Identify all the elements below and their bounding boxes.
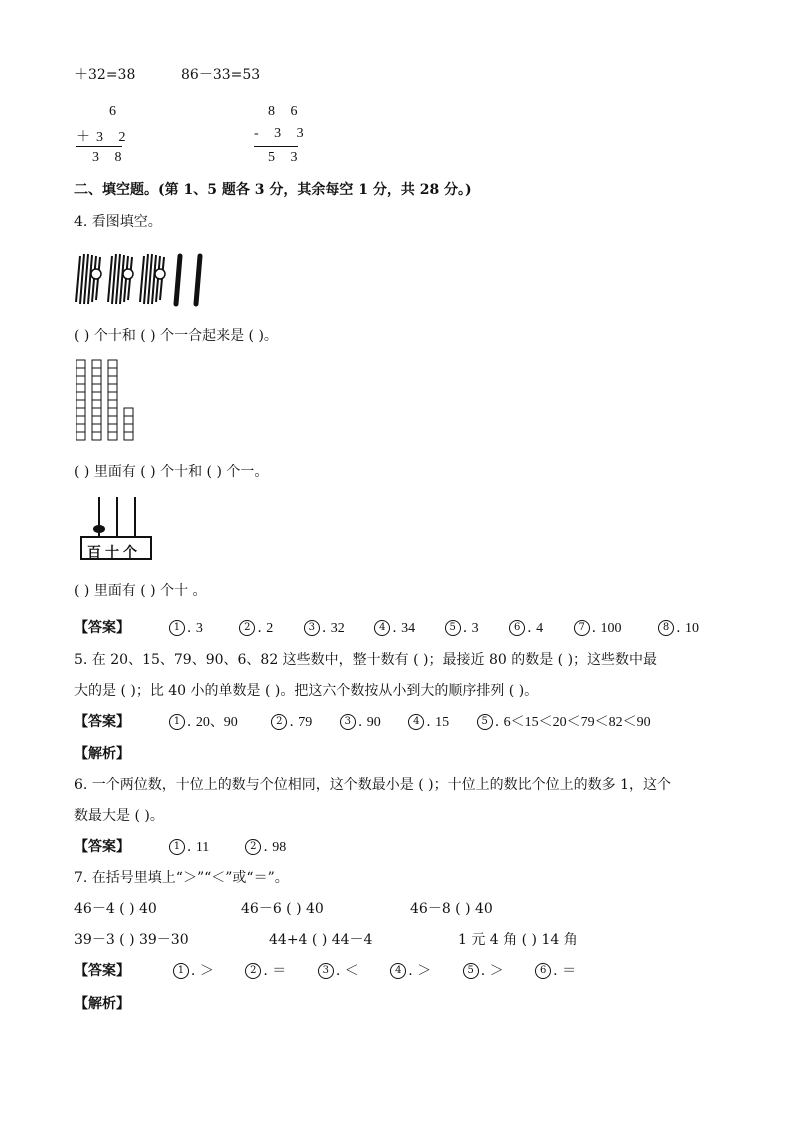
answer-item: 5 . 3 (445, 619, 505, 638)
answer-item: 1 . ＞ (173, 962, 241, 981)
q7-title: 7. 在括号里填上“＞”“＜”或“＝”。 (74, 870, 289, 886)
circle-number: 1 (173, 963, 189, 979)
q7-r1-c2: 46－6 ( ) 40 (241, 901, 324, 917)
analysis-tag: 【解析】 (74, 996, 130, 1012)
col1-row2: ＋3 2 (76, 130, 132, 145)
circle-number: 1 (169, 714, 185, 730)
equation-2: 86－33=53 (181, 67, 261, 83)
answer-item: 2 . 2 (239, 619, 299, 638)
circle-number: 5 (445, 620, 461, 636)
circle-number: 4 (408, 714, 424, 730)
circle-number: 7 (574, 620, 590, 636)
q5-line1: 5. 在 20、15、79、90、6、82 这些数中，整十数有 ( )；最接近 80 的数是 ( )；这些数中最 (74, 652, 658, 668)
col2-row1: 8 6 (268, 104, 304, 119)
abacus-label: 百十个 (87, 545, 141, 561)
circle-number: 5 (477, 714, 493, 730)
circle-number: 3 (304, 620, 320, 636)
circle-number: 3 (318, 963, 334, 979)
answer-item: 3 . 90 (340, 713, 404, 732)
answer-item: 3 . 32 (304, 619, 370, 638)
col2-row3: 5 3 (268, 150, 304, 165)
circle-number: 4 (374, 620, 390, 636)
answer-item: 5 . ＞ (463, 962, 531, 981)
analysis-tag: 【解析】 (74, 746, 130, 762)
col2-row2: - 3 3 (254, 126, 310, 141)
answer-tag: 【答案】 (74, 963, 130, 979)
q6-line1: 6. 一个两位数，十位上的数与个位相同，这个数最小是 ( )；十位上的数比个位上的数多 1，这个 (74, 777, 671, 793)
q7-r1-c3: 46－8 ( ) 40 (410, 901, 493, 917)
q5-line2: 大的是 ( )；比 40 小的单数是 ( )。把这六个数按从小到大的顺序排列 ( )。 (74, 683, 539, 699)
answer-item: 2 . 79 (271, 713, 335, 732)
stick-bundles-image (74, 248, 214, 310)
answer-item: 2 . 98 (245, 838, 286, 857)
circle-number: 6 (535, 963, 551, 979)
circle-number: 2 (245, 839, 261, 855)
answer-tag: 【答案】 (74, 839, 130, 855)
answer-item: 2 . ＝ (245, 962, 313, 981)
q4-line3: ( ) 里面有 ( ) 个十 。 (74, 583, 207, 599)
circle-number: 2 (245, 963, 261, 979)
col1-row3: 3 8 (92, 150, 128, 165)
circle-number: 5 (463, 963, 479, 979)
answer-item: 4 . ＞ (390, 962, 458, 981)
circle-number: 6 (509, 620, 525, 636)
circle-number: 8 (658, 620, 674, 636)
answer-item: 4 . 34 (374, 619, 440, 638)
answer-item: 3 . ＜ (318, 962, 386, 981)
q6-answer-row (74, 838, 286, 857)
q7-answer-row (74, 962, 576, 981)
circle-number: 4 (390, 963, 406, 979)
q7-r2-c3: 1 元 4 角 ( ) 14 角 (458, 932, 578, 948)
circle-number: 1 (169, 839, 185, 855)
answer-item: 5 . 6＜15＜20＜79＜82＜90 (477, 713, 651, 732)
circle-number: 2 (271, 714, 287, 730)
q7-r1-c1: 46－4 ( ) 40 (74, 901, 157, 917)
answer-item: 4 . 15 (408, 713, 472, 732)
circle-number: 1 (169, 620, 185, 636)
answer-tag: 【答案】 (74, 620, 130, 636)
q4-answer-row (74, 619, 699, 638)
answer-item: 6 . 4 (509, 619, 569, 638)
answer-item: 1 . 11 (169, 838, 241, 857)
circle-number: 3 (340, 714, 356, 730)
equation-1: ＋32=38 (74, 67, 136, 83)
cube-columns-image (76, 358, 136, 446)
answer-tag: 【答案】 (74, 714, 130, 730)
q6-line2: 数最大是 ( )。 (74, 808, 164, 824)
q7-r2-c1: 39－3 ( ) 39－30 (74, 932, 189, 948)
answer-item: 7 . 100 (574, 619, 654, 638)
q7-r2-c2: 44+4 ( ) 44－4 (269, 932, 373, 948)
answer-item: 1 . 3 (169, 619, 235, 638)
col2-rule (254, 146, 298, 147)
section-title: 二、填空题。(第 1、5 题各 3 分，其余每空 1 分，共 28 分。) (74, 182, 472, 198)
q4-line1: ( ) 个十和 ( ) 个一合起来是 ( )。 (74, 328, 278, 344)
q4-title: 4. 看图填空。 (74, 214, 162, 230)
col1-rule (76, 146, 122, 147)
col1-row1: 6 (109, 104, 122, 119)
q5-answer-row (74, 713, 651, 732)
answer-item: 8 . 10 (658, 619, 699, 638)
q4-line2: ( ) 里面有 ( ) 个十和 ( ) 个一。 (74, 464, 269, 480)
circle-number: 2 (239, 620, 255, 636)
answer-item: 6 . ＝ (535, 962, 576, 981)
answer-item: 1 . 20、90 (169, 713, 267, 732)
